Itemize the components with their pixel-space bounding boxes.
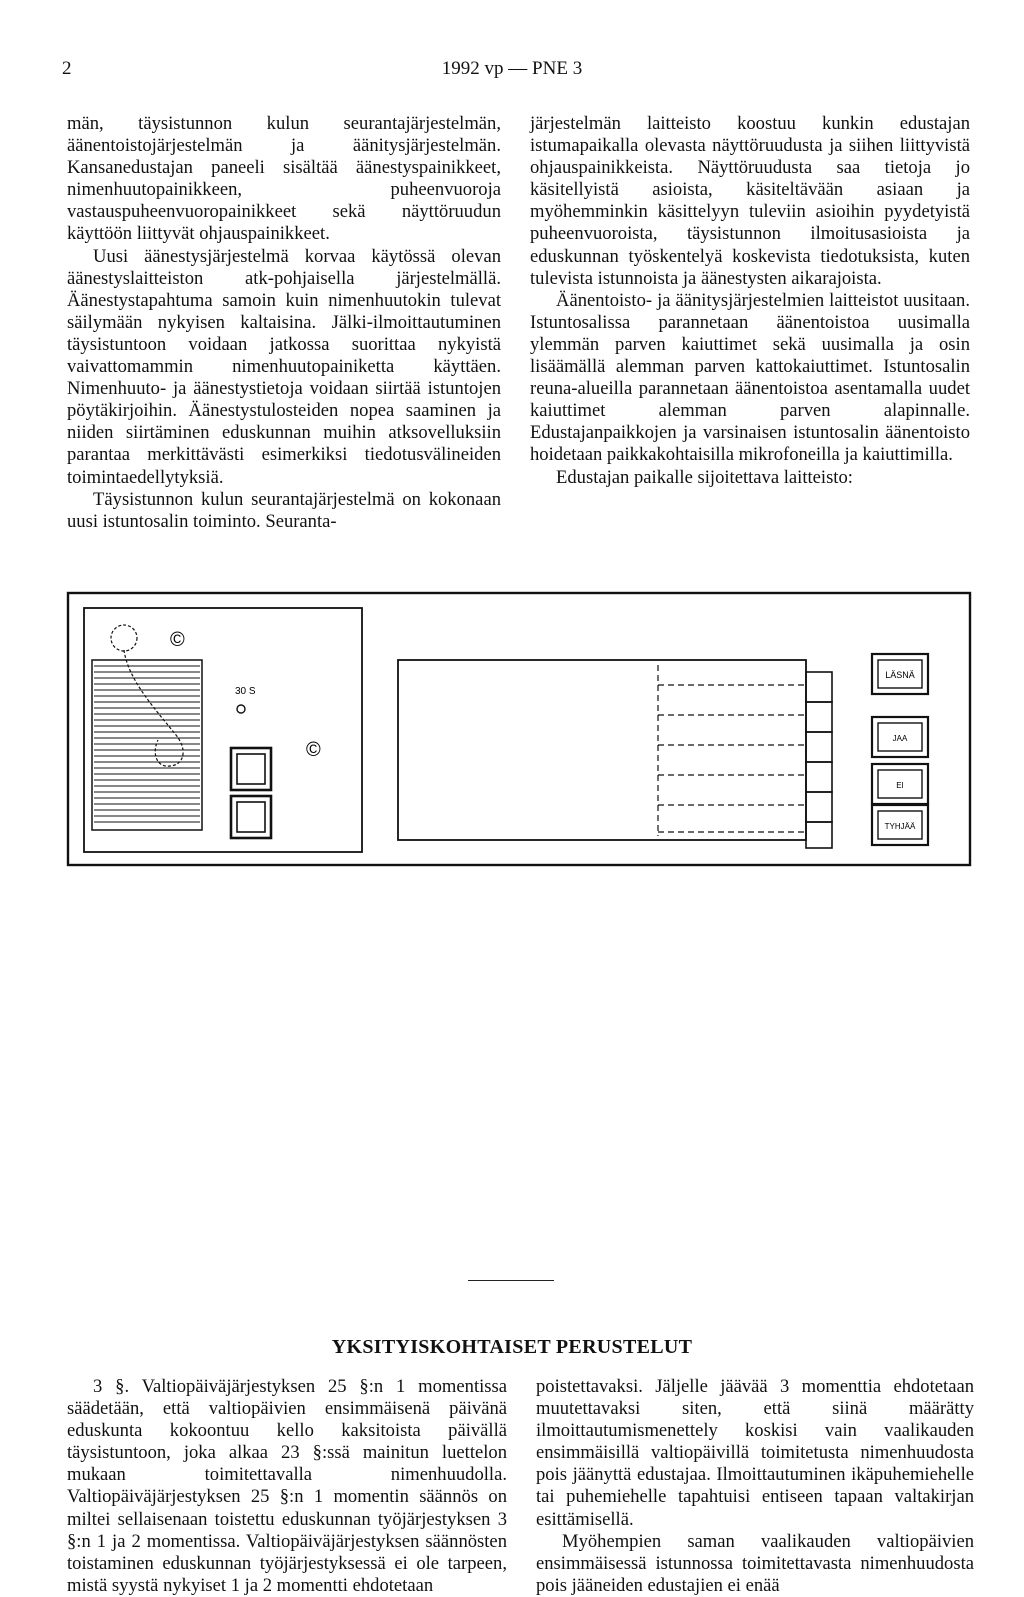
square-button-lower	[231, 796, 271, 838]
screen-key	[806, 702, 832, 732]
screen-key	[806, 822, 832, 848]
timer-indicator-icon	[237, 705, 245, 713]
paragraph: män, täysistunnon kulun seurantajärjestelmän, äänentoistojärjestelmän ja äänitysjärjestelmän. Kansanedustajan paneeli sisältää äänestyspainikkeet, nimenhuutopainikkeen, puheenvuoroja vastauspuheenvuoropainikkeet sekä näyttöruudun käyttöön liittyvät ohjauspainikkeet.	[67, 113, 501, 245]
left-column-2	[67, 1376, 507, 1597]
screen-dashed-lines	[658, 665, 804, 836]
copyright-symbol-1: ©	[170, 629, 185, 651]
tyhjaa-label: TYHJÄÄ	[884, 822, 916, 831]
screen-key	[806, 672, 832, 702]
timer-label: 30 S	[235, 686, 256, 697]
right-column	[530, 113, 970, 489]
running-title: 1992 vp — PNE 3	[441, 58, 583, 79]
left-column	[67, 113, 501, 533]
square-button-upper	[231, 748, 271, 790]
paragraph: Uusi äänestysjärjestelmä korvaa käytössä olevan äänestyslaitteiston atk-pohjaisella järjestelmällä. Äänestystapahtuma samoin kuin nimenhuutokin tulevat säilymään nykyisen kaltaisina. Jälki-ilmoittautuminen täysistuntoon voidaan jatkossa suorittaa nykyistä vaivattomammin nimenhuutopainiketta käyttäen. Nimenhuuto- ja äänestystietoja voidaan siirtää istuntojen pöytäkirjoihin. Äänestystulosteiden nopea saaminen ja niiden siirtäminen eduskunnan muihin atksovelluksiin parantaa merkittävästi esimerkiksi tiedotusvälineiden toimintaedellytyksiä.	[67, 245, 501, 488]
paragraph: Äänentoisto- ja äänitysjärjestelmien laitteistot uusitaan. Istuntosalissa parannetaan äänentoistoa uusimalla ylemmän parven kaiuttimet sekä uusimalla ja osin lisäämällä alemman parven kattokaiuttimet. Istuntosalin reuna-alueilla parannetaan äänentoistoa asentamalla uudet kaiuttimet alemman parven alapinnalle. Edustajanpaikkojen ja varsinaisen istuntosalin äänentoisto hoidetaan paikkakohtaisilla mikrofoneilla ja kaiuttimilla.	[530, 289, 970, 466]
right-column-2	[536, 1376, 974, 1597]
panel-frame	[68, 593, 970, 865]
paragraph: Myöhempien saman vaalikauden valtiopäivien ensimmäisessä istunnossa toimitettavasta nimenhuudosta pois jääneiden edustajien ei enää	[536, 1530, 974, 1596]
paragraph: Edustajan paikalle sijoitettava laitteisto:	[556, 466, 853, 488]
ei-label: EI	[896, 781, 904, 790]
screen-key	[806, 762, 832, 792]
representative-panel-diagram	[66, 590, 976, 870]
section-title: YKSITYISKOHTAISET PERUSTELUT	[331, 1336, 693, 1358]
voting-module	[84, 608, 362, 852]
screen-key	[806, 732, 832, 762]
section-divider	[468, 1280, 554, 1281]
lasna-label: LÄSNÄ	[885, 670, 915, 680]
jaa-label: JAA	[892, 734, 908, 743]
page-number: 2	[62, 58, 72, 79]
paragraph: poistettavaksi. Jäljelle jäävää 3 momenttia ehdotetaan muutettavaksi siten, että siinä määrätty ilmoittautumismenettely koskisi vain vaalikauden ensimmäisillä valtiopäivillä toimitetusta nimenhuudosta pois jäänyttä edustajaa. Ilmoittautuminen ikäpuhemiehelle tai puhemiehelle tapahtuisi entiseen tapaan valtakirjan esittämisellä.	[536, 1376, 974, 1530]
paragraph: Täysistunnon kulun seurantajärjestelmä on kokonaan uusi istuntosalin toiminto. Seuranta-	[67, 488, 501, 532]
paragraph: järjestelmän laitteisto koostuu kunkin edustajan istumapaikalla olevasta näyttöruudusta ja siihen liittyvistä ohjauspainikkeista. Näyttöruudusta saa tietoja jo käsitellyistä asioista, käsiteltävään asiaan ja myöhemminkin käsittelyyn tuleviin asioihin pyydetyistä puheenvuoroista, täysistunnon ilmoitusasioista ja eduskunnan työskentelyä koskevista tiedotuksista, kuten tulevista istunnoista ja äänestysten aikarajoista.	[530, 113, 970, 289]
screen-key	[806, 792, 832, 822]
copyright-symbol-2: ©	[306, 739, 321, 761]
paragraph: 3 §. Valtiopäiväjärjestyksen 25 §:n 1 momentissa säädetään, että valtiopäivien ensimmäisenä päivänä eduskunta kokoontuu kello kaksitoista päivällä täysistuntoon, joka alkaa 23 §:ssä mainitun luettelon mukaan toimitettavalla nimenhuudolla. Valtiopäiväjärjestyksen 25 §:n 1 momentin säännös on miltei sellaisenaan toistettu eduskunnan työjärjestyksen 3 §:n 1 ja 2 momentissa. Valtiopäiväjärjestyksen säännösten toistaminen eduskunnan työjärjestyksessä ei ole tarpeen, mistä syystä nykyiset 1 ja 2 momentti ehdotetaan	[67, 1376, 507, 1596]
display-screen	[398, 660, 806, 840]
